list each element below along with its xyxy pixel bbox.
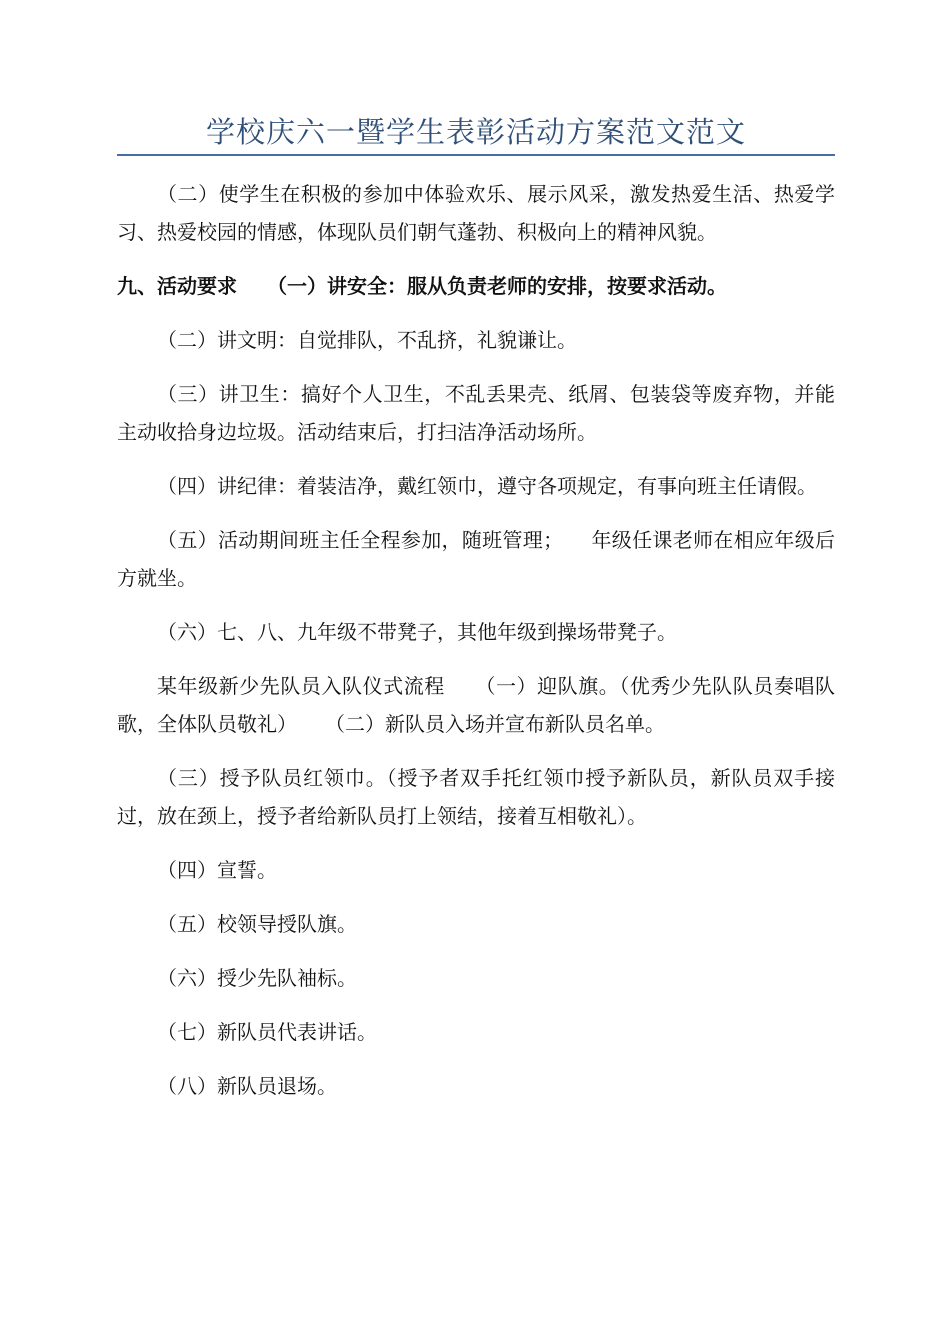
ceremony-step-7: （七）新队员代表讲话。	[157, 1020, 377, 1044]
requirement-civility: （二）讲文明：自觉排队，不乱挤，礼貌谦让。	[157, 328, 577, 352]
ceremony-step-2: （二）新队员入场并宣布新队员名单。	[325, 712, 665, 736]
requirement-safety: （一）讲安全：服从负责老师的安排，按要求活动。	[267, 274, 727, 298]
ceremony-step-8: （八）新队员退场。	[157, 1074, 337, 1098]
requirement-discipline: （四）讲纪律：着装洁净，戴红领巾，遵守各项规定，有事向班主任请假。	[157, 474, 817, 498]
ceremony-step-4: （四）宣誓。	[157, 858, 277, 882]
paragraph-goal-2: （二）使学生在积极的参加中体验欢乐、展示风采，激发热爱生活、热爱学习、热爱校园的情感，体现队员们朝气蓬勃、积极向上的精神风貌。	[117, 182, 835, 244]
document-title: 学校庆六一暨学生表彰活动方案范文范文	[205, 115, 746, 149]
heading-text: 九、活动要求	[117, 274, 237, 298]
section-heading-requirements	[117, 267, 835, 305]
document-body	[117, 175, 835, 1121]
ceremony-step-5: （五）校领导授队旗。	[157, 912, 357, 936]
management-text-1: （五）活动期间班主任全程参加，随班管理；	[157, 528, 564, 552]
management-text-2: 年级任课老师在相应年级后方就坐。	[117, 528, 836, 590]
ceremony-step-1: （一）迎队旗。（优秀少先队队员奏唱队歌，全体队员敬礼）	[117, 674, 835, 736]
ceremony-title: 某年级新少先队员入队仪式流程	[157, 674, 445, 698]
requirement-management	[117, 521, 835, 597]
requirement-stools: （六）七、八、九年级不带凳子，其他年级到操场带凳子。	[157, 620, 677, 644]
ceremony-step-6: （六）授少先队袖标。	[157, 966, 357, 990]
requirement-hygiene: （三）讲卫生：搞好个人卫生，不乱丢果壳、纸屑、包装袋等废弃物，并能主动收拾身边垃圾。活动结束后，打扫洁净活动场所。	[117, 382, 835, 444]
ceremony-intro	[117, 667, 835, 743]
ceremony-step-3: （三）授予队员红领巾。（授予者双手托红领巾授予新队员，新队员双手接过，放在颈上，授予者给新队员打上领结，接着互相敬礼）。	[117, 766, 835, 828]
title-underline	[117, 154, 835, 156]
